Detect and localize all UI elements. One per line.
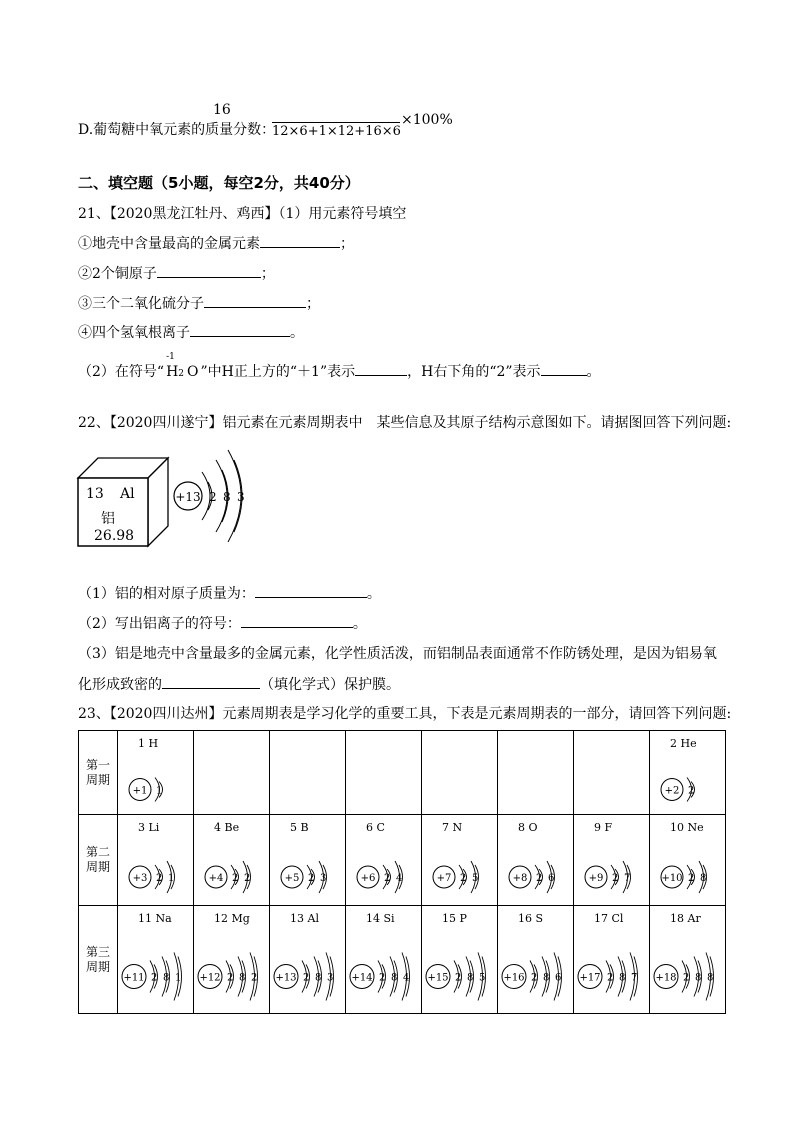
shell-electron-count: 1 bbox=[168, 873, 175, 884]
shell-electron-count: 4 bbox=[396, 873, 403, 884]
element-cell bbox=[194, 815, 270, 906]
shell-electron-count: 1 bbox=[156, 785, 163, 797]
shell-electron-count: 8 bbox=[700, 873, 707, 884]
q21-item-3 bbox=[78, 293, 320, 313]
q21-item-1-end: ； bbox=[340, 236, 354, 252]
h2o-symbol bbox=[166, 352, 199, 380]
answer-blank[interactable] bbox=[255, 583, 367, 598]
shell-electron-count: 2 bbox=[251, 972, 258, 984]
shell-1: 2 bbox=[209, 490, 217, 504]
al-atom-diagram bbox=[172, 446, 252, 546]
element-cell bbox=[270, 815, 346, 906]
shell-electron-count: 8 bbox=[467, 972, 474, 984]
shell-electron-count: 2 bbox=[531, 972, 538, 984]
element-cell bbox=[270, 731, 346, 815]
shell-electron-count: 2 bbox=[379, 972, 386, 984]
shell-electron-count: 6 bbox=[548, 873, 555, 884]
q21-part2-mid2: ，H右下角的“2”表示 bbox=[407, 364, 541, 380]
nucleus-charge: +14 bbox=[351, 972, 373, 984]
shell-electron-count: 8 bbox=[239, 972, 246, 984]
q21-item-4-text: ④四个氢氧根离子 bbox=[78, 325, 190, 341]
atom-structure-diagram bbox=[346, 815, 421, 905]
element-cell bbox=[346, 731, 422, 815]
answer-blank[interactable] bbox=[157, 263, 261, 278]
nucleus-charge: +9 bbox=[588, 873, 604, 884]
q21-part2-start: （2）在符号“ bbox=[78, 364, 165, 380]
shell-electron-count: 2 bbox=[688, 785, 695, 797]
q21-part2 bbox=[78, 352, 601, 381]
period-label-line: 周期 bbox=[85, 959, 110, 974]
period-row bbox=[79, 815, 726, 906]
q21-item-3-end: ； bbox=[306, 296, 320, 312]
fraction-numerator: 16 bbox=[213, 102, 231, 118]
shell-electron-count: 2 bbox=[612, 873, 619, 884]
nucleus-charge: +8 bbox=[512, 873, 528, 884]
period-label bbox=[79, 906, 118, 1014]
q21-item-4 bbox=[78, 322, 304, 342]
shell-electron-count: 8 bbox=[163, 972, 170, 984]
symbol-sub: 2 bbox=[178, 369, 185, 379]
element-label: 8 O bbox=[518, 821, 538, 834]
shell-electron-count: 3 bbox=[327, 972, 334, 984]
element-cell bbox=[346, 906, 422, 1014]
shell-electron-count: 8 bbox=[619, 972, 626, 984]
element-label: 12 Mg bbox=[214, 912, 250, 925]
period-label-line: 周期 bbox=[85, 772, 110, 787]
q22-sub3-line2 bbox=[78, 674, 400, 694]
element-label: 11 Na bbox=[138, 912, 172, 925]
element-label: 6 C bbox=[366, 821, 385, 834]
q22-sub2-text: （2）写出铝离子的符号： bbox=[78, 616, 241, 632]
element-label: 3 Li bbox=[138, 821, 160, 834]
q22-sub3-line2-a: 化形成致密的 bbox=[78, 677, 162, 693]
element-label: 16 S bbox=[518, 912, 544, 925]
shell-electron-count: 2 bbox=[683, 972, 690, 984]
nucleus-charge: +5 bbox=[284, 873, 300, 884]
shell-electron-count: 5 bbox=[472, 873, 479, 884]
nucleus-charge: +15 bbox=[427, 972, 449, 984]
element-cell bbox=[574, 906, 650, 1014]
q22-sub2-end: 。 bbox=[352, 616, 367, 632]
nucleus-charge: +10 bbox=[661, 873, 683, 884]
nucleus-charge: +18 bbox=[655, 972, 677, 984]
answer-blank[interactable] bbox=[162, 674, 260, 689]
period-label-line: 第三 bbox=[85, 944, 110, 959]
nucleus-charge: +13 bbox=[275, 972, 297, 984]
shell-electron-count: 6 bbox=[555, 972, 562, 984]
atom-structure-diagram bbox=[270, 815, 345, 905]
atom-structure-diagram bbox=[346, 906, 421, 1013]
atom-structure-diagram bbox=[194, 815, 269, 905]
shell-electron-count: 2 bbox=[151, 972, 158, 984]
atom-structure-diagram bbox=[574, 815, 649, 905]
element-cell bbox=[650, 815, 726, 906]
nucleus-charge: +6 bbox=[360, 873, 376, 884]
shell-electron-count: 2 bbox=[536, 873, 543, 884]
q22-sub3-line1: （3）铝是地壳中含量最多的金属元素，化学性质活泼，而铝制品表面通常不作防锈处理，是因为铝易氧 bbox=[78, 646, 717, 662]
atom-structure-diagram bbox=[498, 815, 573, 905]
element-cell bbox=[194, 731, 270, 815]
shell-electron-count: 2 bbox=[232, 873, 239, 884]
card-mass: 26.98 bbox=[94, 528, 135, 544]
q22-sub3-line2-b: （填化学式）保护膜。 bbox=[260, 677, 400, 693]
period-label bbox=[79, 815, 118, 906]
atom-structure-diagram bbox=[118, 731, 193, 814]
nucleus-charge: +12 bbox=[199, 972, 221, 984]
shell-electron-count: 2 bbox=[308, 873, 315, 884]
element-cell bbox=[118, 906, 194, 1014]
element-cell bbox=[422, 906, 498, 1014]
period-row bbox=[79, 731, 726, 815]
shell-electron-count: 5 bbox=[479, 972, 486, 984]
element-cell bbox=[574, 815, 650, 906]
shell-electron-count: 8 bbox=[315, 972, 322, 984]
shell-electron-count: 3 bbox=[320, 873, 327, 884]
element-cell bbox=[118, 731, 194, 815]
answer-blank[interactable] bbox=[204, 293, 306, 308]
q23-stem: 23、【2020四川达州】元素周期表是学习化学的重要工具，下表是元素周期表的一部分，请回答下列问题: bbox=[78, 706, 732, 722]
shell-electron-count: 2 bbox=[227, 972, 234, 984]
element-label: 14 Si bbox=[366, 912, 395, 925]
fraction-denominator: 12×6+1×12+16×6 bbox=[272, 124, 401, 139]
answer-blank[interactable] bbox=[541, 361, 587, 376]
nucleus-charge: +17 bbox=[579, 972, 601, 984]
element-cell bbox=[574, 731, 650, 815]
symbol-h: H bbox=[166, 364, 179, 380]
element-cell bbox=[650, 731, 726, 815]
atom-structure-diagram bbox=[574, 906, 649, 1013]
period-label-line: 第二 bbox=[85, 845, 110, 859]
q21-item-2 bbox=[78, 263, 275, 283]
shell-electron-count: 2 bbox=[460, 873, 467, 884]
element-cell bbox=[498, 731, 574, 815]
element-label: 7 N bbox=[442, 821, 463, 834]
element-label: 5 B bbox=[290, 821, 309, 834]
q21-item-3-text: ③三个二氧化硫分子 bbox=[78, 296, 204, 312]
element-cell bbox=[194, 906, 270, 1014]
atom-structure-diagram bbox=[498, 906, 573, 1013]
period-label-line: 周期 bbox=[85, 860, 110, 874]
element-cell bbox=[650, 906, 726, 1014]
period-label bbox=[79, 731, 118, 815]
nucleus-charge: +11 bbox=[123, 972, 145, 984]
atom-structure-diagram bbox=[194, 906, 269, 1013]
shell-electron-count: 7 bbox=[631, 972, 638, 984]
shell-electron-count: 8 bbox=[391, 972, 398, 984]
element-label: 9 F bbox=[594, 821, 613, 834]
period-label-line: 第一 bbox=[85, 757, 110, 772]
shell-electron-count: 8 bbox=[707, 972, 714, 984]
shell-electron-count: 2 bbox=[244, 873, 251, 884]
atom-structure-diagram bbox=[270, 906, 345, 1013]
shell-electron-count: 7 bbox=[624, 873, 631, 884]
element-label: 4 Be bbox=[214, 821, 240, 834]
atom-structure-diagram bbox=[422, 906, 497, 1013]
q22-stem: 22、【2020四川遂宁】铝元素在元素周期表中 某些信息及其原子结构示意图如下。请据图回答下列问题: bbox=[78, 415, 732, 431]
shell-electron-count: 2 bbox=[607, 972, 614, 984]
element-label: 15 P bbox=[442, 912, 467, 925]
nucleus-charge: +2 bbox=[664, 785, 680, 797]
option-d-prefix: D.葡萄糖中氧元素的质量分数： bbox=[78, 122, 276, 138]
element-cell bbox=[422, 731, 498, 815]
q21-part2-end: 。 bbox=[586, 364, 601, 380]
q21-item-2-end: ； bbox=[260, 266, 275, 282]
atom-structure-diagram bbox=[650, 906, 725, 1013]
element-label: 18 Ar bbox=[670, 912, 701, 925]
atom-structure-diagram bbox=[650, 815, 725, 905]
shell-2: 8 bbox=[223, 490, 231, 504]
element-label: 1 H bbox=[138, 737, 159, 750]
shell-electron-count: 4 bbox=[403, 972, 410, 984]
period-row bbox=[79, 906, 726, 1014]
atom-structure-diagram bbox=[650, 731, 725, 814]
element-cell bbox=[270, 906, 346, 1014]
nucleus-charge: +3 bbox=[132, 873, 148, 884]
q22-sub1-end: 。 bbox=[366, 586, 381, 602]
answer-blank[interactable] bbox=[355, 361, 407, 376]
atom-structure-diagram bbox=[118, 815, 193, 905]
shell-3: 3 bbox=[237, 490, 245, 504]
card-atomic-number: 13 bbox=[86, 486, 104, 502]
section-heading: 二、填空题（5小题，每空2分，共40分） bbox=[78, 174, 360, 192]
answer-blank[interactable] bbox=[241, 613, 353, 628]
shell-electron-count: 8 bbox=[543, 972, 550, 984]
nucleus-charge: +16 bbox=[503, 972, 525, 984]
answer-blank[interactable] bbox=[190, 322, 290, 337]
shell-electron-count: 2 bbox=[688, 873, 695, 884]
q22-sub1 bbox=[78, 583, 381, 603]
card-name: 铝 bbox=[101, 511, 115, 527]
answer-blank[interactable] bbox=[260, 233, 340, 248]
fraction-bar bbox=[272, 122, 400, 123]
element-cell bbox=[422, 815, 498, 906]
atom-structure-diagram bbox=[422, 815, 497, 905]
element-label: 2 He bbox=[670, 737, 697, 750]
nucleus-charge: +7 bbox=[436, 873, 452, 884]
atom-structure-diagram bbox=[118, 906, 193, 1013]
q21-part2-mid: ”中H正上方的“＋1”表示 bbox=[200, 364, 356, 380]
q22-sub2 bbox=[78, 613, 367, 633]
shell-electron-count: 2 bbox=[303, 972, 310, 984]
shell-electron-count: 1 bbox=[175, 972, 182, 984]
periodic-table bbox=[78, 730, 726, 1014]
nucleus-charge: +13 bbox=[175, 490, 201, 504]
symbol-o: O bbox=[187, 364, 199, 380]
nucleus-charge: +4 bbox=[208, 873, 224, 884]
card-symbol: Al bbox=[120, 486, 135, 502]
shell-electron-count: 2 bbox=[455, 972, 462, 984]
element-label: 17 Cl bbox=[594, 912, 624, 925]
valence-mark: -1 bbox=[166, 352, 175, 362]
shell-electron-count: 2 bbox=[156, 873, 163, 884]
nucleus-charge: +1 bbox=[132, 785, 148, 797]
q21-item-2-text: ②2个铜原子 bbox=[78, 266, 157, 282]
element-cell bbox=[346, 815, 422, 906]
element-label: 13 Al bbox=[290, 912, 319, 925]
q21-item-1 bbox=[78, 233, 354, 253]
shell-electron-count: 2 bbox=[384, 873, 391, 884]
q21-item-1-text: ①地壳中含量最高的金属元素 bbox=[78, 236, 260, 252]
element-label: 10 Ne bbox=[670, 821, 704, 834]
q21-stem: 21、【2020黑龙江牡丹、鸡西】（1）用元素符号填空 bbox=[78, 206, 407, 222]
element-cell bbox=[498, 815, 574, 906]
element-cell bbox=[498, 906, 574, 1014]
element-cell bbox=[118, 815, 194, 906]
fraction-suffix: ×100% bbox=[401, 112, 453, 128]
q22-sub1-text: （1）铝的相对原子质量为： bbox=[78, 586, 255, 602]
q21-item-4-end: 。 bbox=[290, 325, 304, 341]
shell-electron-count: 8 bbox=[695, 972, 702, 984]
